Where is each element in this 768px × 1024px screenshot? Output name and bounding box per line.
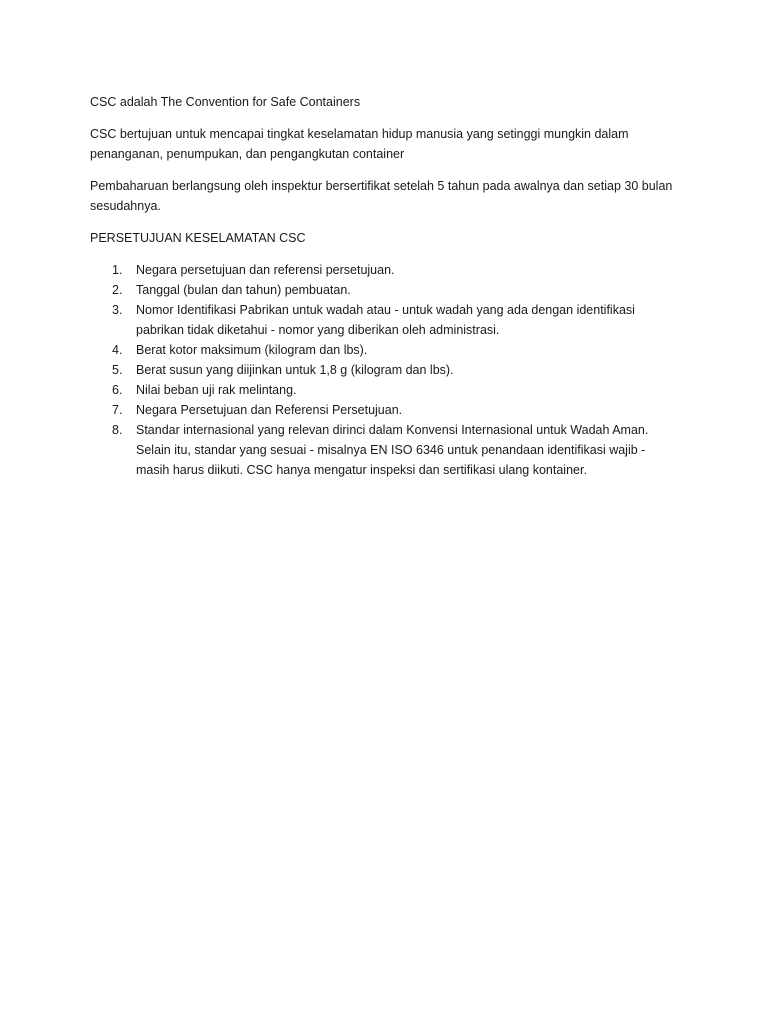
paragraph-renewal: Pembaharuan berlangsung oleh inspektur bersertifikat setelah 5 tahun pada awalnya dan setiap 30 bulan sesudahnya. (90, 179, 673, 213)
paragraph-definition: CSC adalah The Convention for Safe Containers (90, 95, 361, 109)
list-item (90, 340, 680, 360)
list-item-text: Berat kotor maksimum (kilogram dan lbs). (136, 343, 368, 357)
list-item-number: 6. (112, 383, 123, 397)
paragraph-purpose: CSC bertujuan untuk mencapai tingkat keselamatan hidup manusia yang setinggi mungkin dalam penanganan, penumpukan, dan pengangkutan container (90, 127, 629, 161)
list-item-number: 1. (112, 263, 123, 277)
list-item-number: 3. (112, 303, 123, 317)
list-item-text: Negara persetujuan dan referensi persetujuan. (136, 263, 395, 277)
list-item-text: Negara Persetujuan dan Referensi Persetujuan. (136, 403, 403, 417)
list-item-text: Berat susun yang diijinkan untuk 1,8 g (kilogram dan lbs). (136, 363, 454, 377)
list-item (90, 300, 680, 340)
list-item-text: Tanggal (bulan dan tahun) pembuatan. (136, 283, 351, 297)
list-item (90, 380, 680, 400)
list-item (90, 360, 680, 380)
list-item (90, 260, 680, 280)
list-item (90, 400, 680, 420)
list-item-number: 5. (112, 363, 123, 377)
list-item-number: 4. (112, 343, 123, 357)
list-item-text: Nilai beban uji rak melintang. (136, 383, 297, 397)
list-item-number: 7. (112, 403, 123, 417)
list-item (90, 420, 680, 480)
list-item-number: 2. (112, 283, 123, 297)
list-item-text: Nomor Identifikasi Pabrikan untuk wadah atau - untuk wadah yang ada dengan identifikasi pabrikan tidak diketahui - nomor yang diberikan oleh administrasi. (136, 303, 635, 337)
list-item-number: 8. (112, 423, 123, 437)
section-heading: PERSETUJUAN KESELAMATAN CSC (90, 231, 306, 245)
document-page (90, 92, 680, 480)
list-item (90, 280, 680, 300)
numbered-list (90, 260, 680, 480)
list-item-text: Standar internasional yang relevan dirinci dalam Konvensi Internasional untuk Wadah Aman. Selain itu, standar yang sesuai - misalnya EN ISO 6346 untuk penandaan identifikasi wajib - masih harus diikuti. CSC hanya mengatur inspeksi dan sertifikasi ulang kontainer. (136, 423, 649, 477)
